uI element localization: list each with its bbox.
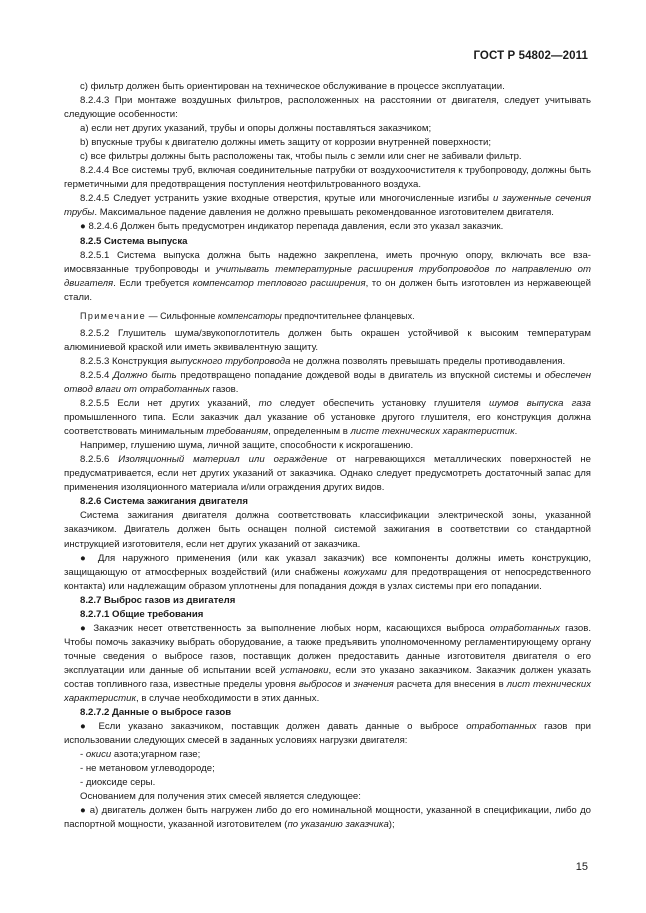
italic-text-run: отработанных	[466, 721, 537, 733]
text-run: 8.2.7 Выброс газов из двигателя	[80, 594, 236, 606]
italic-text-run: окиси	[85, 749, 112, 761]
body-paragraph	[64, 776, 591, 790]
text-run: 8.2.5.2 Глушитель шума/звукопоглотитель должен быть окрашен устойчивой к высоким температурам алюминиевой краской или иметь эквивалентную защиту.	[64, 327, 591, 353]
text-run: расчета для внесения в	[393, 678, 507, 690]
text-run: предпочтительнее фланцевых.	[281, 310, 415, 321]
text-run: 8.2.7.2 Данные о выбросе газов	[80, 707, 232, 719]
body-paragraph	[64, 804, 591, 832]
text-run: 8.2.5.3 Конструкция	[80, 355, 171, 367]
body-paragraph	[64, 720, 591, 748]
text-run: от нагревающихся металлических поверхностей не предусматривается, если нет других указаний от заказчика. Однако следует предусмотреть достаточный запас для применения изоляционного материала и/или ограждения других видов.	[64, 454, 591, 494]
section-heading	[64, 594, 591, 608]
italic-text-run: шумов выпуска газа	[488, 398, 592, 410]
body-paragraph	[64, 94, 591, 122]
text-run: для предотвращения от непосредственного контакта) или надлежащим образом уплотнены для попадания дождя в узлах системы при его попадании.	[64, 566, 591, 592]
body-paragraph	[64, 509, 591, 551]
italic-text-run: требованиям	[206, 426, 269, 438]
text-run: . Максимальное падение давления не должно превышать рекомендованное изготовителем двигателя.	[94, 207, 554, 219]
text-run: .	[514, 426, 518, 438]
text-run: b) впускные трубы к двигателю должны иметь защиту от коррозии внутренней поверхности;	[80, 137, 492, 149]
body-paragraph	[64, 150, 591, 164]
text-run: , определенным в	[268, 426, 351, 438]
italic-text-run: Изоляционный материал или ограждение	[118, 454, 328, 466]
body-paragraph	[64, 249, 591, 305]
text-run: ● 8.2.4.6 Должен быть предусмотрен индикатор перепада давления, если это указал заказчик.	[80, 221, 504, 233]
text-run: предотвращено попадание дождевой воды в двигатель из впускной системы и	[176, 369, 545, 381]
text-run: газов при использовании следующих смесей в заданных условиях нагрузки двигателя:	[64, 721, 591, 747]
body-paragraph	[64, 397, 591, 439]
body-paragraph	[64, 80, 591, 94]
body-paragraph	[64, 552, 591, 594]
text-run: 8.2.5.6	[80, 454, 119, 466]
text-run: , в случае необходимости в этих данных.	[136, 693, 320, 705]
text-run: газов. Чтобы помочь заказчику выбрать оборудование, а также предъявить уполномоченному регламентирующему органу точные сведения о выбросе газов, поставщик должен предоставить данные изготовителя двигателя о его эксплуатации или данные об испытании всей	[64, 622, 591, 676]
text-run: ● Если указано заказчиком, поставщик должен давать данные о выбросе	[80, 721, 467, 733]
italic-text-run: кожухами	[343, 566, 387, 578]
text-run: 8.2.5 Система выпуска	[80, 235, 188, 247]
italic-text-run: компенсаторы	[217, 310, 282, 321]
spaced-text-run: Примечание	[80, 310, 147, 321]
text-run: -	[80, 749, 86, 761]
text-run: ● a) двигатель должен быть нагружен либо до его номинальной мощности, указанной в спецификации, либо до паспортной мощности, указанной изготовителем (	[64, 805, 591, 831]
italic-text-run: то	[258, 398, 272, 410]
page-number: 15	[575, 861, 588, 873]
section-heading	[64, 706, 591, 720]
note-paragraph	[64, 309, 591, 323]
italic-text-run: Должно быть	[113, 369, 177, 381]
text-run: , если это указано заказчиком. Заказчик должен указать состав топливного газа, известные пределы уровня	[64, 664, 592, 690]
body-paragraph	[64, 439, 591, 453]
text-run: - не метановом углеводороде;	[80, 763, 215, 775]
text-run: 8.2.5.1 Система выпуска должна быть надежно закреплена, иметь прочную опору, включать все взаимосвязанные трубопроводы и	[64, 249, 591, 275]
italic-text-run: установки	[280, 664, 329, 676]
italic-text-run: учитывать температурные расширения трубопроводов по направлению от двигателя	[64, 263, 591, 289]
body-paragraph	[64, 192, 591, 220]
text-run: азота;угарном газе;	[111, 749, 201, 761]
text-run: Например, глушению шума, личной защите, способности к искрогашению.	[80, 440, 414, 452]
text-run: 8.2.4.4 Все системы труб, включая соединительные патрубки от воздухоочистителя к трубопроводу, должны быть герметичными для предотвращения поступления неотфильтрованного воздуха.	[64, 165, 591, 191]
italic-text-run: по указанию заказчика	[287, 819, 389, 831]
document-body	[64, 80, 591, 832]
text-run: газов.	[209, 383, 239, 395]
italic-text-run: обеспечен отвод влаги от отработанных	[64, 369, 591, 395]
italic-text-run: и зауженные сечения трубы	[64, 193, 592, 219]
italic-text-run: компенсатор теплового расширения	[192, 277, 366, 289]
italic-text-run: выпускного трубопровода	[170, 355, 291, 367]
body-paragraph	[64, 220, 591, 234]
text-run: — Сильфонные	[146, 310, 218, 321]
body-paragraph	[64, 327, 591, 355]
body-paragraph	[64, 164, 591, 192]
text-run: 8.2.6 Система зажигания двигателя	[80, 496, 248, 508]
section-heading	[64, 235, 591, 249]
text-run: не должна позволять превышать пределы противодавления.	[290, 355, 566, 367]
text-run: 8.2.5.5 Если нет других указаний,	[80, 398, 259, 410]
text-run: Основанием для получения этих смесей является следующее:	[80, 791, 361, 803]
text-run: . Если требуется	[113, 277, 193, 289]
italic-text-run: отработанных	[489, 622, 560, 634]
italic-text-run: листе технических характеристик	[350, 426, 515, 438]
section-heading	[64, 495, 591, 509]
text-run: ● Заказчик несет ответственность за выполнение любых норм, касающихся выброса	[80, 622, 490, 634]
italic-text-run: значения	[353, 678, 394, 690]
text-run: - диоксиде серы.	[80, 777, 156, 789]
text-run: c) фильтр должен быть ориентирован на техническое обслуживание в процессе эксплуатации.	[80, 81, 505, 92]
text-run: 8.2.4.5 Следует устранить узкие входные отверстия, крутые или многочисленные изгибы	[80, 193, 494, 205]
text-run: Система зажигания двигателя должна соответствовать классификации электрической зоны, указанной заказчиком. Двигатель должен быть оснащен полной системой зажигания в соответствии со стандартной инструкцией изготовителя, если нет других указаний от заказчика.	[64, 510, 591, 550]
body-paragraph	[64, 762, 591, 776]
text-run: и	[342, 678, 354, 690]
text-run: c) все фильтры должны быть расположены так, чтобы пыль с земли или снег не забивали фильтр.	[80, 151, 522, 163]
body-paragraph	[64, 355, 591, 369]
body-paragraph	[64, 136, 591, 150]
body-paragraph	[64, 790, 591, 804]
body-paragraph	[64, 369, 591, 397]
text-run: 8.2.5.4	[80, 369, 114, 381]
body-paragraph	[64, 453, 591, 495]
italic-text-run: лист технических характеристик	[64, 678, 592, 705]
text-run: );	[388, 819, 395, 831]
body-paragraph	[64, 748, 591, 762]
text-run: , то он должен быть изготовлен из нержавеющей стали.	[64, 277, 591, 303]
text-run: следует обеспечить установку глушителя	[271, 398, 489, 410]
text-run: a) если нет других указаний, трубы и опоры должны поставляться заказчиком;	[80, 123, 432, 135]
italic-text-run: выбросов	[298, 678, 343, 690]
section-heading	[64, 608, 591, 622]
body-paragraph	[64, 122, 591, 136]
text-run: 8.2.4.3 При монтаже воздушных фильтров, расположенных на расстоянии от двигателя, следует учитывать следующие особенности:	[64, 95, 591, 121]
body-paragraph	[64, 622, 591, 706]
text-run: 8.2.7.1 Общие требования	[80, 608, 204, 620]
text-run: промышленного типа. Если заказчик дал указание об установке другого глушителя, его конструкция должна соответствовать минимальным	[64, 412, 591, 438]
text-run: ● Для наружного применения (или как указал заказчик) все компоненты должны иметь конструкцию, защищающую от атмосферных воздействий (или снабжены	[64, 552, 591, 578]
document-header: ГОСТ Р 54802—2011	[473, 50, 588, 62]
